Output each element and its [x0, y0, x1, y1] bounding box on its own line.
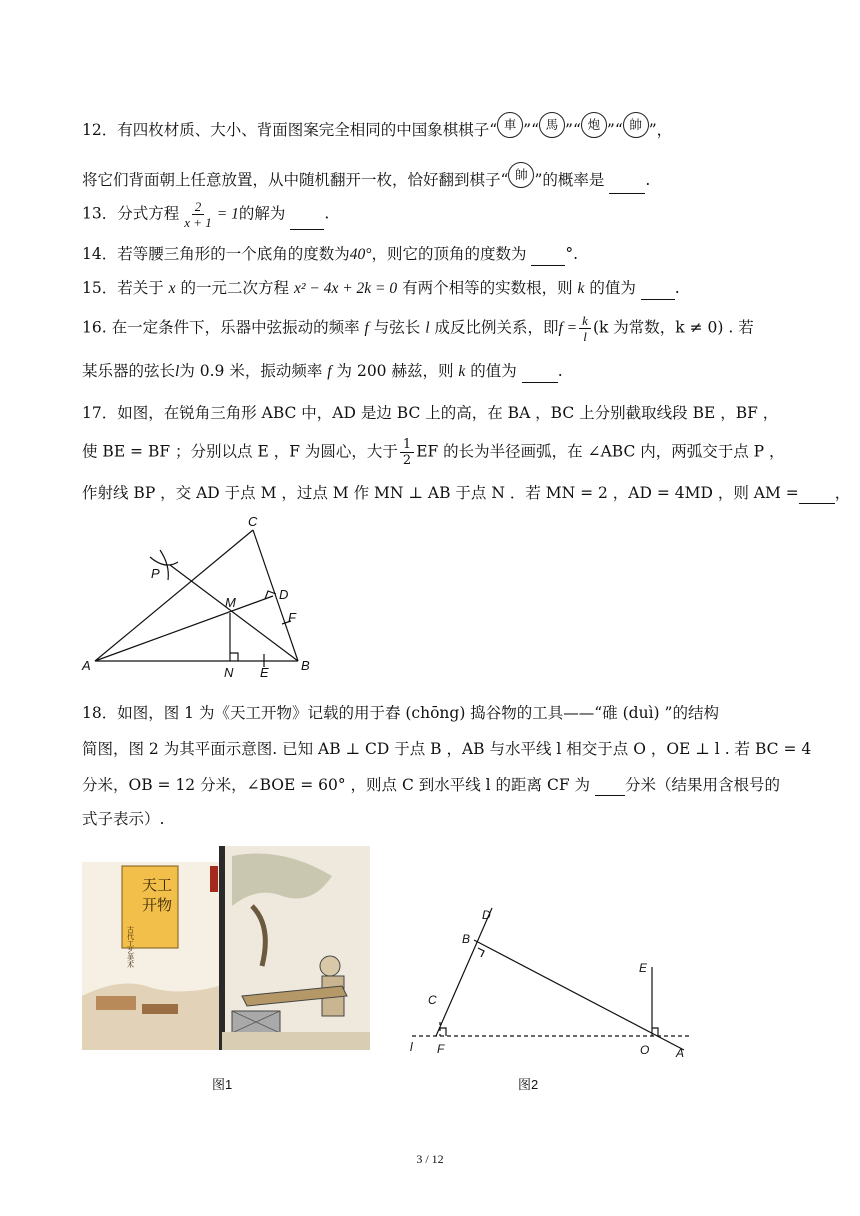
q12-line2: 将它们背面朝上任意放置，从中随机翻开一枚，恰好翻到棋子“ 帥 ”的概率是 . — [82, 168, 650, 194]
q17-text-3: 作射线 BP ，交 AD 于点 M ，过点 M 作 MN ⊥ AB 于点 N ．若 MN = 2 ，AD = 4MD ，则 AM = — [82, 484, 799, 502]
q12-text-3: 的概率是 — [542, 171, 605, 189]
q12-end: . — [645, 171, 651, 189]
q15-end: . — [674, 279, 680, 297]
q14-deg: 40° — [349, 246, 372, 263]
fig2-label-a: A — [676, 1046, 685, 1060]
q16-text-a: 16. 在一定条件下，乐器中弦振动的频率 — [82, 318, 360, 337]
q17-line1 — [82, 402, 778, 424]
q16-text-c: 成反比例关系，即 — [434, 318, 559, 337]
fig17-label-e: E — [260, 665, 269, 680]
q15-mid2: 有两个相等的实数根，则 — [402, 279, 573, 297]
fig17-label-a: A — [82, 658, 91, 673]
q13-den: x + 1 — [184, 215, 212, 230]
q16-f: f — [364, 319, 369, 337]
q16-line2 — [82, 360, 563, 383]
q17-half-num: 1 — [400, 437, 414, 453]
q14-line — [82, 243, 578, 266]
q18-text-4: 式子表示）. — [82, 810, 165, 828]
fig2-label-d: D — [482, 908, 491, 922]
q14-mid: ，则它的顶角的度数为 — [371, 245, 527, 263]
q13-line — [82, 199, 329, 230]
q13-post: 的解为 — [238, 204, 286, 223]
q15-var: x — [168, 280, 176, 297]
fig17-label-c: C — [248, 514, 258, 529]
q16-text-e: 某乐器的弦长 — [82, 362, 176, 380]
fig1-image — [82, 846, 370, 1050]
q13-answer-blank[interactable] — [290, 214, 324, 230]
q13-end: . — [324, 204, 330, 223]
q17-text-2a: 使 BE = BF ；分别以点 E ，F 为圆心，大于 — [82, 442, 398, 461]
q16-fraction — [579, 313, 591, 344]
fig17-label-p: P — [151, 566, 160, 581]
q15-line — [82, 277, 680, 300]
q15-text: 15．若关于 — [82, 279, 164, 297]
q13-fraction — [181, 199, 215, 230]
q18-line2 — [82, 738, 811, 760]
q12-text: 12．有四枚材质、大小、背面图案完全相同的中国象棋棋子 — [82, 121, 490, 139]
q17-half-den: 2 — [402, 453, 412, 468]
q16-frac-den: l — [583, 329, 587, 344]
q15-k: k — [577, 280, 585, 297]
fig2-label-e: E — [639, 961, 648, 975]
book-subtitle: 古代工艺美术 — [126, 926, 134, 968]
fig17-label-d: D — [279, 587, 289, 602]
q17-text-1: 17．如图，在锐角三角形 ABC 中，AD 是边 BC 上的高，在 BA ，BC 上分别截取线段 BE ，BF ， — [82, 404, 779, 422]
q15-answer-blank[interactable] — [641, 284, 675, 300]
q16-line1 — [82, 313, 754, 344]
q18-text-3b: 分米（结果用含根号的 — [624, 776, 780, 794]
q14-text: 14．若等腰三角形的一个底角的度数为 — [82, 245, 350, 263]
q17-answer-blank[interactable] — [799, 488, 835, 504]
q16-l-2: l — [175, 363, 180, 380]
fig2-label-c: C — [428, 993, 437, 1007]
q16-f-2: f — [327, 363, 332, 380]
q12-text-2: 将它们背面朝上任意放置，从中随机翻开一枚，恰好翻到棋子 — [82, 171, 501, 189]
fig17-label-m: M — [225, 595, 236, 610]
q17-text-2b: EF 的长为半径画弧，在 ∠ABC 内，两弧交于点 P ， — [416, 442, 785, 461]
q16-end: . — [557, 362, 563, 380]
chess-piece-ma: 馬 — [539, 112, 565, 138]
fig2-label-l: l — [410, 1040, 413, 1054]
q16-text-b: 与弦长 — [373, 318, 421, 337]
q18-line4 — [82, 808, 164, 830]
q16-l: l — [425, 319, 430, 337]
q17-half-fraction — [400, 437, 414, 468]
fig2-caption: 图2 — [518, 1077, 539, 1092]
q16-text-h: 的值为 — [470, 362, 517, 380]
fig17-label-f: F — [288, 610, 296, 625]
book-title-1: 天工 — [142, 877, 173, 894]
fig17-label-n: N — [224, 665, 234, 680]
q18-text-2: 简图，图 2 为其平面示意图. 已知 AB ⊥ CD 于点 B ，AB 与水平线 l 相交于点 O ，OE ⊥ l . 若 BC = 4 — [82, 740, 812, 758]
fig17-label-b: B — [301, 658, 310, 673]
q17-line2 — [82, 437, 785, 468]
q16-k: k — [458, 363, 466, 380]
q17-triangle-figure — [70, 510, 330, 680]
q16-text-f: 为 0.9 米，振动频率 — [179, 362, 323, 380]
page-number: 3 / 12 — [416, 1152, 444, 1166]
fig1-illustration — [82, 846, 370, 1050]
q12-answer-blank[interactable] — [609, 178, 645, 194]
fig1-caption: 图1 — [212, 1077, 233, 1092]
q13-eq: = 1 — [216, 205, 239, 223]
fig2-label-f: F — [437, 1042, 445, 1056]
q13-text: 13．分式方程 — [82, 204, 180, 223]
fig2-label-b: B — [462, 932, 471, 946]
q16-text-g: 为 200 赫兹，则 — [336, 362, 454, 380]
q18-line3 — [82, 774, 780, 796]
chess-piece-che: 車 — [497, 112, 523, 138]
q18-text-1: 18．如图，图 1 为《天工开物》记载的用于舂 (chōng) 捣谷物的工具——“碓 (duì) ”的结构 — [82, 704, 719, 722]
q16-text-d: (k 为常数，k ≠ 0) . 若 — [592, 318, 754, 337]
chess-piece-shuai-2: 帥 — [508, 162, 534, 188]
q14-end: °. — [565, 245, 579, 263]
q16-formula-pre: f = — [558, 319, 578, 337]
book-title-2: 开物 — [142, 897, 173, 914]
q15-eq: x² − 4x + 2k = 0 — [293, 280, 398, 297]
q16-answer-blank[interactable] — [522, 367, 558, 383]
q13-num: 2 — [192, 199, 205, 215]
q18-answer-blank[interactable] — [595, 780, 625, 796]
q17-line3 — [82, 482, 850, 504]
q16-frac-num: k — [579, 313, 591, 329]
q12-line1: 12．有四枚材质、大小、背面图案完全相同的中国象棋棋子“ 車 ”“ 馬 ”“ 炮 ”“ 帥 ”， — [82, 118, 672, 144]
chess-piece-shuai: 帥 — [623, 112, 649, 138]
q17-end: ， — [834, 484, 851, 502]
fig2-label-o: O — [640, 1043, 650, 1057]
q18-line1 — [82, 702, 719, 724]
q18-text-3a: 分米，OB = 12 分米，∠BOE = 60° ，则点 C 到水平线 l 的距离 CF 为 — [82, 776, 591, 794]
q18-figure2 — [400, 900, 700, 1060]
q15-post: 的值为 — [589, 279, 636, 297]
chess-piece-pao: 炮 — [581, 112, 607, 138]
q14-answer-blank[interactable] — [531, 250, 565, 266]
q15-mid: 的一元二次方程 — [180, 279, 290, 297]
